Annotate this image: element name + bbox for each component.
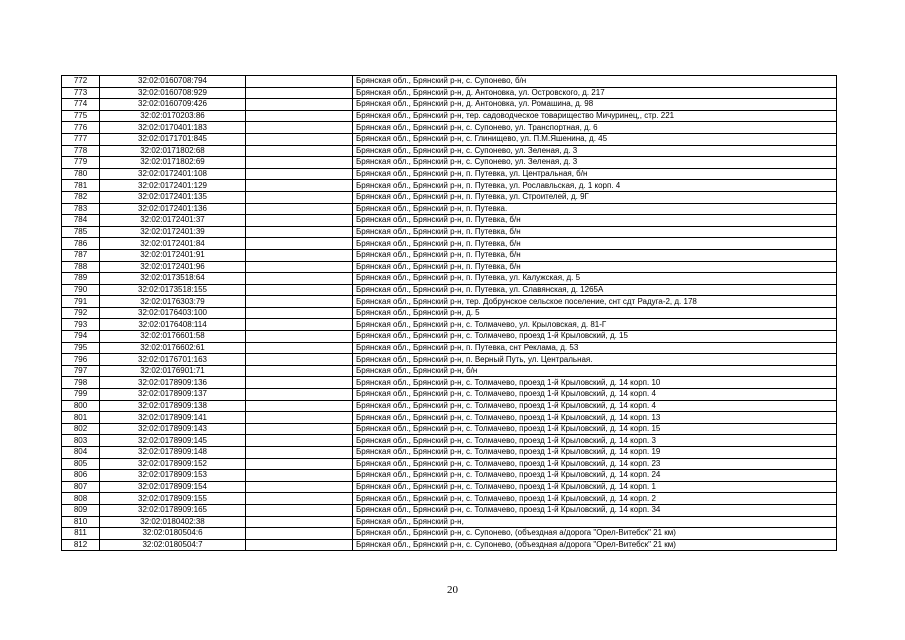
empty-cell <box>246 342 353 354</box>
empty-cell <box>246 249 353 261</box>
cadastral-number-cell: 32:02:0178909:145 <box>100 435 246 447</box>
address-cell: Брянская обл., Брянский р-н, с. Толмачево, проезд 1-й Крыловский, д. 14 корп. 34 <box>353 504 837 516</box>
address-cell: Брянская обл., Брянский р-н, п. Путевка, б/н <box>353 249 837 261</box>
cadastral-number-cell: 32:02:0173518:64 <box>100 273 246 285</box>
table-row <box>62 470 837 482</box>
row-number-cell: 796 <box>62 354 100 366</box>
cadastral-number-cell: 32:02:0172401:136 <box>100 203 246 215</box>
cadastral-number-cell: 32:02:0176403:100 <box>100 307 246 319</box>
table-row <box>62 145 837 157</box>
cadastral-number-cell: 32:02:0160708:929 <box>100 87 246 99</box>
empty-cell <box>246 539 353 551</box>
row-number-cell: 774 <box>62 99 100 111</box>
empty-cell <box>246 87 353 99</box>
cadastral-number-cell: 32:02:0178909:136 <box>100 377 246 389</box>
cadastral-number-cell: 32:02:0171802:68 <box>100 145 246 157</box>
table-row <box>62 110 837 122</box>
row-number-cell: 788 <box>62 261 100 273</box>
table-row <box>62 400 837 412</box>
address-cell: Брянская обл., Брянский р-н, с. Толмачево, проезд 1-й Крыловский, д. 14 корп. 4 <box>353 389 837 401</box>
empty-cell <box>246 261 353 273</box>
address-cell: Брянская обл., Брянский р-н, с. Толмачево, проезд 1-й Крыловский, д. 14 корп. 24 <box>353 470 837 482</box>
row-number-cell: 792 <box>62 307 100 319</box>
cadastral-number-cell: 32:02:0180402:38 <box>100 516 246 528</box>
cadastral-number-cell: 32:02:0170401:183 <box>100 122 246 134</box>
row-number-cell: 786 <box>62 238 100 250</box>
address-cell: Брянская обл., Брянский р-н, п. Путевка, б/н <box>353 215 837 227</box>
cadastral-number-cell: 32:02:0176408:114 <box>100 319 246 331</box>
cadastral-number-cell: 32:02:0176901:71 <box>100 365 246 377</box>
row-number-cell: 801 <box>62 412 100 424</box>
address-cell: Брянская обл., Брянский р-н, с. Толмачево, проезд 1-й Крыловский, д. 14 корп. 15 <box>353 423 837 435</box>
cadastral-number-cell: 32:02:0176303:79 <box>100 296 246 308</box>
row-number-cell: 780 <box>62 168 100 180</box>
row-number-cell: 808 <box>62 493 100 505</box>
cadastral-number-cell: 32:02:0172401:129 <box>100 180 246 192</box>
cadastral-number-cell: 32:02:0172401:84 <box>100 238 246 250</box>
table-row <box>62 261 837 273</box>
registry-table-body <box>62 76 837 551</box>
cadastral-number-cell: 32:02:0160708:794 <box>100 76 246 88</box>
address-cell: Брянская обл., Брянский р-н, п. Путевка. <box>353 203 837 215</box>
row-number-cell: 805 <box>62 458 100 470</box>
table-row <box>62 203 837 215</box>
table-row <box>62 435 837 447</box>
address-cell: Брянская обл., Брянский р-н, п. Путевка, ул. Славянская, д. 1265А <box>353 284 837 296</box>
table-row <box>62 249 837 261</box>
cadastral-number-cell: 32:02:0178909:141 <box>100 412 246 424</box>
row-number-cell: 802 <box>62 423 100 435</box>
empty-cell <box>246 122 353 134</box>
address-cell: Брянская обл., Брянский р-н, с. Толмачево, ул. Крыловская, д. 81-Г <box>353 319 837 331</box>
row-number-cell: 773 <box>62 87 100 99</box>
table-row <box>62 307 837 319</box>
cadastral-number-cell: 32:02:0172401:37 <box>100 215 246 227</box>
row-number-cell: 797 <box>62 365 100 377</box>
empty-cell <box>246 458 353 470</box>
cadastral-number-cell: 32:02:0178909:138 <box>100 400 246 412</box>
empty-cell <box>246 168 353 180</box>
empty-cell <box>246 435 353 447</box>
row-number-cell: 795 <box>62 342 100 354</box>
empty-cell <box>246 470 353 482</box>
table-row <box>62 284 837 296</box>
empty-cell <box>246 191 353 203</box>
row-number-cell: 772 <box>62 76 100 88</box>
row-number-cell: 793 <box>62 319 100 331</box>
address-cell: Брянская обл., Брянский р-н, с. Толмачево, проезд 1-й Крыловский, д. 14 корп. 19 <box>353 447 837 459</box>
table-row <box>62 389 837 401</box>
address-cell: Брянская обл., Брянский р-н, д. Антоновка, ул. Ромашина, д. 98 <box>353 99 837 111</box>
table-row <box>62 412 837 424</box>
empty-cell <box>246 226 353 238</box>
empty-cell <box>246 273 353 285</box>
empty-cell <box>246 389 353 401</box>
cadastral-number-cell: 32:02:0178909:154 <box>100 481 246 493</box>
address-cell: Брянская обл., Брянский р-н, п. Путевка, б/н <box>353 238 837 250</box>
address-cell: Брянская обл., Брянский р-н, <box>353 516 837 528</box>
address-cell: Брянская обл., Брянский р-н, с. Толмачево, проезд 1-й Крыловский, д. 14 корп. 2 <box>353 493 837 505</box>
cadastral-number-cell: 32:02:0178909:153 <box>100 470 246 482</box>
empty-cell <box>246 180 353 192</box>
row-number-cell: 783 <box>62 203 100 215</box>
table-row <box>62 215 837 227</box>
table-row <box>62 342 837 354</box>
table-row <box>62 273 837 285</box>
address-cell: Брянская обл., Брянский р-н, с. Супонево, б/н <box>353 76 837 88</box>
cadastral-number-cell: 32:02:0178909:152 <box>100 458 246 470</box>
cadastral-number-cell: 32:02:0178909:148 <box>100 447 246 459</box>
cadastral-number-cell: 32:02:0171802:69 <box>100 157 246 169</box>
address-cell: Брянская обл., Брянский р-н, с. Супонево, ул. Зеленая, д. 3 <box>353 157 837 169</box>
cadastral-number-cell: 32:02:0170203:86 <box>100 110 246 122</box>
row-number-cell: 791 <box>62 296 100 308</box>
row-number-cell: 811 <box>62 528 100 540</box>
row-number-cell: 777 <box>62 133 100 145</box>
row-number-cell: 803 <box>62 435 100 447</box>
empty-cell <box>246 423 353 435</box>
address-cell: Брянская обл., Брянский р-н, с. Супонево, (объездная а/дорога "Орел-Витебск" 21 км) <box>353 528 837 540</box>
address-cell: Брянская обл., Брянский р-н, п. Верный Путь, ул. Центральная. <box>353 354 837 366</box>
table-row <box>62 87 837 99</box>
empty-cell <box>246 76 353 88</box>
row-number-cell: 794 <box>62 331 100 343</box>
address-cell: Брянская обл., Брянский р-н, с. Толмачево, проезд 1-й Крыловский, д. 14 корп. 13 <box>353 412 837 424</box>
row-number-cell: 784 <box>62 215 100 227</box>
cadastral-number-cell: 32:02:0173518:155 <box>100 284 246 296</box>
empty-cell <box>246 203 353 215</box>
row-number-cell: 787 <box>62 249 100 261</box>
cadastral-number-cell: 32:02:0180504:7 <box>100 539 246 551</box>
row-number-cell: 799 <box>62 389 100 401</box>
table-row <box>62 168 837 180</box>
row-number-cell: 798 <box>62 377 100 389</box>
empty-cell <box>246 99 353 111</box>
table-row <box>62 458 837 470</box>
address-cell: Брянская обл., Брянский р-н, тер. Добрунское сельское поселение, снт сдт Радуга-2, д. 178 <box>353 296 837 308</box>
table-row <box>62 296 837 308</box>
address-cell: Брянская обл., Брянский р-н, с. Супонево, (объездная а/дорога "Орел-Витебск" 21 км) <box>353 539 837 551</box>
empty-cell <box>246 481 353 493</box>
empty-cell <box>246 215 353 227</box>
table-row <box>62 133 837 145</box>
address-cell: Брянская обл., Брянский р-н, с. Толмачево, проезд 1-й Крыловский, д. 14 корп. 23 <box>353 458 837 470</box>
empty-cell <box>246 528 353 540</box>
row-number-cell: 806 <box>62 470 100 482</box>
cadastral-number-cell: 32:02:0180504:6 <box>100 528 246 540</box>
table-row <box>62 238 837 250</box>
cadastral-number-cell: 32:02:0171701:845 <box>100 133 246 145</box>
table-row <box>62 99 837 111</box>
empty-cell <box>246 493 353 505</box>
empty-cell <box>246 412 353 424</box>
table-row <box>62 354 837 366</box>
empty-cell <box>246 377 353 389</box>
table-row <box>62 157 837 169</box>
address-cell: Брянская обл., Брянский р-н, п. Путевка, ул. Строителей, д. 9Г <box>353 191 837 203</box>
cadastral-number-cell: 32:02:0172401:108 <box>100 168 246 180</box>
address-cell: Брянская обл., Брянский р-н, с. Толмачево, проезд 1-й Крыловский, д. 15 <box>353 331 837 343</box>
empty-cell <box>246 145 353 157</box>
row-number-cell: 807 <box>62 481 100 493</box>
row-number-cell: 789 <box>62 273 100 285</box>
cadastral-number-cell: 32:02:0178909:137 <box>100 389 246 401</box>
row-number-cell: 790 <box>62 284 100 296</box>
row-number-cell: 809 <box>62 504 100 516</box>
page-number: 20 <box>447 584 458 596</box>
row-number-cell: 781 <box>62 180 100 192</box>
row-number-cell: 775 <box>62 110 100 122</box>
address-cell: Брянская обл., Брянский р-н, п. Путевка, снт Реклама, д. 53 <box>353 342 837 354</box>
empty-cell <box>246 110 353 122</box>
cadastral-number-cell: 32:02:0178909:155 <box>100 493 246 505</box>
cadastral-number-cell: 32:02:0176701:163 <box>100 354 246 366</box>
table-row <box>62 180 837 192</box>
row-number-cell: 812 <box>62 539 100 551</box>
empty-cell <box>246 157 353 169</box>
row-number-cell: 776 <box>62 122 100 134</box>
table-row <box>62 226 837 238</box>
table-row <box>62 319 837 331</box>
table-row <box>62 423 837 435</box>
table-row <box>62 447 837 459</box>
address-cell: Брянская обл., Брянский р-н, д. 5 <box>353 307 837 319</box>
property-registry-table <box>61 75 837 551</box>
row-number-cell: 804 <box>62 447 100 459</box>
table-row <box>62 122 837 134</box>
table-row <box>62 539 837 551</box>
empty-cell <box>246 447 353 459</box>
cadastral-number-cell: 32:02:0172401:39 <box>100 226 246 238</box>
table-row <box>62 191 837 203</box>
table-row <box>62 516 837 528</box>
empty-cell <box>246 133 353 145</box>
empty-cell <box>246 516 353 528</box>
address-cell: Брянская обл., Брянский р-н, б/н <box>353 365 837 377</box>
address-cell: Брянская обл., Брянский р-н, с. Супонево, ул. Транспортная, д. 6 <box>353 122 837 134</box>
address-cell: Брянская обл., Брянский р-н, п. Путевка, ул. Рославльская, д. 1 корп. 4 <box>353 180 837 192</box>
empty-cell <box>246 400 353 412</box>
cadastral-number-cell: 32:02:0178909:165 <box>100 504 246 516</box>
table-row <box>62 481 837 493</box>
address-cell: Брянская обл., Брянский р-н, тер. садоводческое товарищество Мичуринец,, стр. 221 <box>353 110 837 122</box>
cadastral-number-cell: 32:02:0160709:426 <box>100 99 246 111</box>
row-number-cell: 782 <box>62 191 100 203</box>
row-number-cell: 800 <box>62 400 100 412</box>
table-row <box>62 365 837 377</box>
address-cell: Брянская обл., Брянский р-н, с. Толмачево, проезд 1-й Крыловский, д. 14 корп. 10 <box>353 377 837 389</box>
address-cell: Брянская обл., Брянский р-н, п. Путевка, ул. Калужская, д. 5 <box>353 273 837 285</box>
address-cell: Брянская обл., Брянский р-н, с. Толмачево, проезд 1-й Крыловский, д. 14 корп. 4 <box>353 400 837 412</box>
table-row <box>62 331 837 343</box>
cadastral-number-cell: 32:02:0176601:58 <box>100 331 246 343</box>
table-row <box>62 504 837 516</box>
cadastral-number-cell: 32:02:0176602:61 <box>100 342 246 354</box>
row-number-cell: 779 <box>62 157 100 169</box>
address-cell: Брянская обл., Брянский р-н, п. Путевка, б/н <box>353 261 837 273</box>
cadastral-number-cell: 32:02:0172401:135 <box>100 191 246 203</box>
row-number-cell: 778 <box>62 145 100 157</box>
cadastral-number-cell: 32:02:0172401:91 <box>100 249 246 261</box>
row-number-cell: 810 <box>62 516 100 528</box>
empty-cell <box>246 238 353 250</box>
table-row <box>62 377 837 389</box>
address-cell: Брянская обл., Брянский р-н, п. Путевка, б/н <box>353 226 837 238</box>
row-number-cell: 785 <box>62 226 100 238</box>
empty-cell <box>246 307 353 319</box>
table-row <box>62 528 837 540</box>
table-row <box>62 493 837 505</box>
empty-cell <box>246 365 353 377</box>
empty-cell <box>246 504 353 516</box>
cadastral-number-cell: 32:02:0172401:96 <box>100 261 246 273</box>
empty-cell <box>246 319 353 331</box>
empty-cell <box>246 284 353 296</box>
address-cell: Брянская обл., Брянский р-н, с. Глинищево, ул. П.М.Яшенина, д. 45 <box>353 133 837 145</box>
address-cell: Брянская обл., Брянский р-н, с. Толмачево, проезд 1-й Крыловский, д. 14 корп. 3 <box>353 435 837 447</box>
empty-cell <box>246 296 353 308</box>
address-cell: Брянская обл., Брянский р-н, п. Путевка, ул. Центральная, б/н <box>353 168 837 180</box>
table-row <box>62 76 837 88</box>
address-cell: Брянская обл., Брянский р-н, д. Антоновка, ул. Островского, д. 217 <box>353 87 837 99</box>
address-cell: Брянская обл., Брянский р-н, с. Толмачево, проезд 1-й Крыловский, д. 14 корп. 1 <box>353 481 837 493</box>
empty-cell <box>246 354 353 366</box>
cadastral-number-cell: 32:02:0178909:143 <box>100 423 246 435</box>
address-cell: Брянская обл., Брянский р-н, с. Супонево, ул. Зеленая, д. 3 <box>353 145 837 157</box>
empty-cell <box>246 331 353 343</box>
